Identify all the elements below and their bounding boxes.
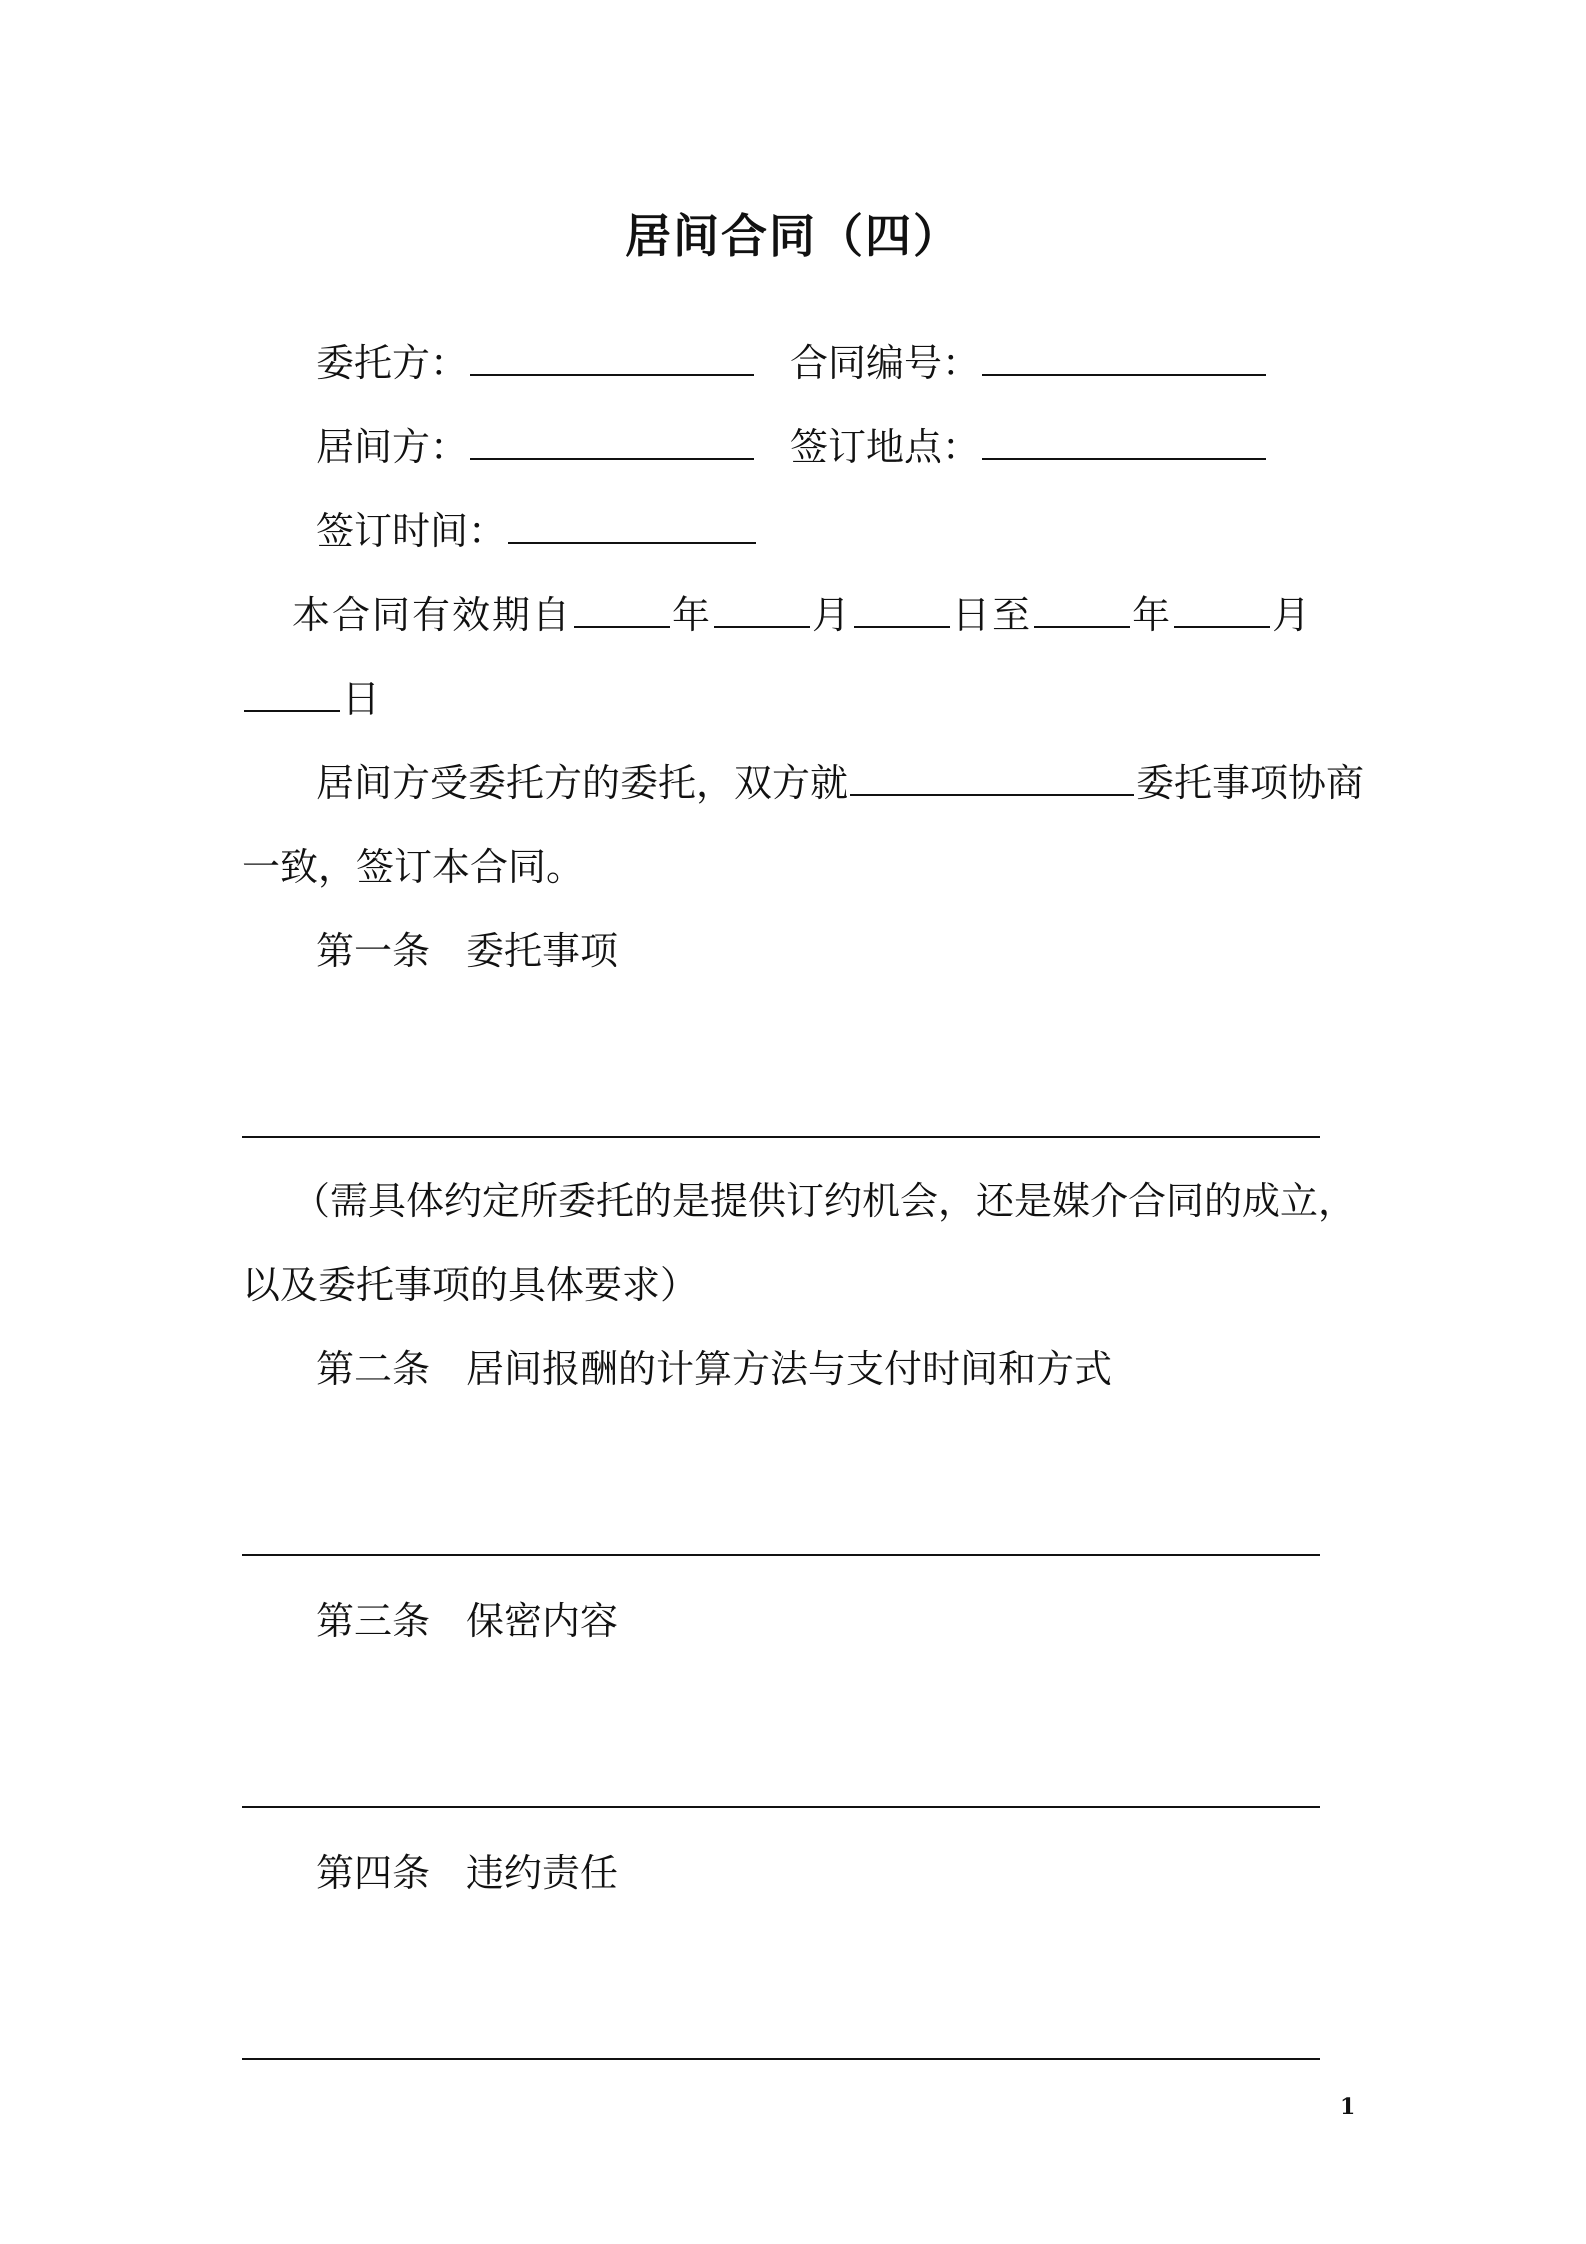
intermediary-label: 居间方： bbox=[316, 425, 469, 469]
end-month-blank[interactable] bbox=[1174, 592, 1270, 628]
to-label: 至 bbox=[992, 593, 1033, 637]
article-3-fill-line[interactable] bbox=[242, 1806, 1320, 1808]
end-day-blank[interactable] bbox=[244, 676, 340, 712]
article-2-heading bbox=[316, 1344, 1112, 1394]
note-line-1: （需具体约定所委托的是提供订约机会，还是媒介合同的成立， bbox=[292, 1179, 1357, 1223]
article-3-heading bbox=[316, 1596, 618, 1646]
article-4-title: 违约责任 bbox=[466, 1851, 619, 1895]
document-title: 居间合同（四） bbox=[625, 209, 961, 263]
start-day-blank[interactable] bbox=[854, 592, 950, 628]
validity-line-2 bbox=[242, 674, 380, 724]
sign-place-field bbox=[790, 422, 1268, 472]
article-3-title: 保密内容 bbox=[466, 1599, 619, 1643]
article-4-number: 第四条 bbox=[316, 1851, 431, 1895]
intro-part3: 一致，签订本合同。 bbox=[242, 845, 585, 889]
article-1-heading bbox=[316, 926, 618, 976]
client-blank[interactable] bbox=[470, 340, 754, 376]
validity-line bbox=[292, 590, 1312, 640]
article-2-title: 居间报酬的计算方法与支付时间和方式 bbox=[466, 1347, 1113, 1391]
year-label: 年 bbox=[672, 593, 713, 637]
article-1-number: 第一条 bbox=[316, 929, 431, 973]
matter-blank[interactable] bbox=[850, 760, 1134, 796]
article-3-number: 第三条 bbox=[316, 1599, 431, 1643]
day-label: 日 bbox=[952, 593, 993, 637]
end-year-blank[interactable] bbox=[1034, 592, 1130, 628]
intro-part2: 委托事项协商 bbox=[1136, 761, 1365, 805]
article-2-fill-line[interactable] bbox=[242, 1554, 1320, 1556]
article-1-fill-line[interactable] bbox=[242, 1136, 1320, 1138]
sign-time-blank[interactable] bbox=[508, 508, 756, 544]
article-2-number: 第二条 bbox=[316, 1347, 431, 1391]
sign-place-label: 签订地点： bbox=[790, 425, 981, 469]
intro-line-2 bbox=[242, 842, 584, 892]
day-label-2: 日 bbox=[342, 677, 381, 721]
sign-time-field bbox=[316, 506, 758, 556]
intermediary-field bbox=[316, 422, 756, 472]
start-year-blank[interactable] bbox=[574, 592, 670, 628]
sign-place-blank[interactable] bbox=[982, 424, 1266, 460]
intro-part1: 居间方受委托方的委托，双方就 bbox=[316, 761, 849, 805]
contract-no-label: 合同编号： bbox=[790, 341, 981, 385]
note-line-2: 以及委托事项的具体要求） bbox=[242, 1263, 699, 1307]
client-label: 委托方： bbox=[316, 341, 469, 385]
month-label: 月 bbox=[812, 593, 853, 637]
year-label-2: 年 bbox=[1132, 593, 1173, 637]
contract-no-field bbox=[790, 338, 1268, 388]
article-4-heading bbox=[316, 1848, 618, 1898]
article-4-fill-line[interactable] bbox=[242, 2058, 1320, 2060]
client-field bbox=[316, 338, 756, 388]
intermediary-blank[interactable] bbox=[470, 424, 754, 460]
intro-line-1 bbox=[316, 758, 1364, 808]
page-number: 1 bbox=[1340, 2094, 1356, 2120]
start-month-blank[interactable] bbox=[714, 592, 810, 628]
month-label-2: 月 bbox=[1272, 593, 1313, 637]
sign-time-label: 签订时间： bbox=[316, 509, 507, 553]
article-1-title: 委托事项 bbox=[466, 929, 619, 973]
contract-no-blank[interactable] bbox=[982, 340, 1266, 376]
validity-prefix: 本合同有效期自 bbox=[292, 593, 573, 637]
